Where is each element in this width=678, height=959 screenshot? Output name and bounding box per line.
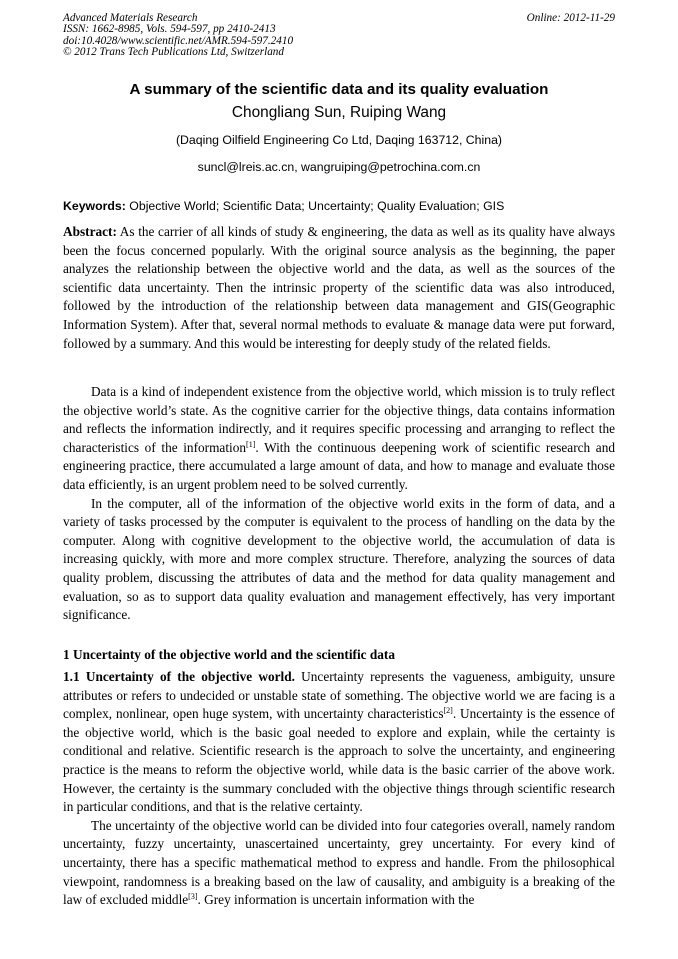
keywords (63, 199, 615, 213)
affiliation: (Daqing Oilfield Engineering Co Ltd, Daqing 163712, China) (175, 133, 503, 147)
section-1-body (63, 668, 615, 910)
journal-header (63, 13, 293, 58)
abstract (63, 223, 615, 353)
journal-name: Advanced Materials Research (63, 12, 198, 24)
intro-paragraph-2: In the computer, all of the information of the objective world exits in the form of data, and a variety of tasks processed by the computer is equivalent to the process of handling on the data by the computer. Along with cognitive development to the objective world, the accumulation of data is increasing quickly, with more and more complex structure. Therefore, analyzing the sources of data quality problem, discussing the attributes of data and the method for data quality management and evaluation, so as to support data quality evaluation and management effectively, has very important significance. (63, 495, 615, 623)
s1-p2-text: The uncertainty of the objective world can be divided into four categories overall, namely random uncertainty, fuzzy uncertainty, unascertained uncertainty, grey uncertainty. For every kind of uncertainty, there has a specific mathematical method to express and handle. From the philosophical viewpoint, randomness is a breaking based on the law of causality, and ambiguity is a breaking of the law of excluded middle (63, 817, 615, 908)
intro-paragraph-1 (63, 383, 615, 495)
subsection-1-1-heading: 1.1 Uncertainty of the objective world. (63, 669, 295, 684)
abstract-text: As the carrier of all kinds of study & engineering, the data as well as its quality have always been the focus concerned popularly. With the original source analysis as the beginning, the paper analyzes the relationship between the objective world and the data, as well as the sources of the scientific data uncertainty. Then the intrinsic property of the scientific data was also introduced, followed by the introduction of the relationship between data management and GIS(Geographic Information System). After that, several normal methods to evaluate & manage data were put forward, followed by a summary. And this would be interesting for deeply study of the related fields. (63, 224, 615, 351)
abstract-label: Abstract: (63, 224, 117, 239)
section-1-1-paragraph-1 (63, 668, 615, 817)
s1-p2-text-cont: . Grey information is uncertain information with the (197, 892, 475, 908)
citation-3: [3] (188, 892, 198, 902)
s1-p1-text-cont: . Uncertainty is the essence of the objective world, which is the basic goal needed to explore and explain, while the certainty is conditional and relative. Scientific research is the approach to solve the uncertainty, and engineering practice is the means to reform the objective world, while data is the basic carrier of the above work. However, the certainty is the summary concluded with the objective things through scientific research in particular conditions, and that is the relative certainty. (63, 706, 615, 815)
authors: Chongliang Sun, Ruiping Wang (231, 104, 447, 121)
keywords-text: Objective World; Scientific Data; Uncertainty; Quality Evaluation; GIS (125, 199, 505, 213)
s1-p1-text: Uncertainty represents the vagueness, ambiguity, unsure attributes or refers to undecided or unstable state of something. The objective world we are facing is a complex, nonlinear, open huge system, with uncertainty characteristics (63, 669, 615, 722)
introduction (63, 383, 615, 625)
citation-1: [1] (246, 439, 256, 449)
keywords-label: Keywords: (63, 199, 126, 213)
paper-title: A summary of the scientific data and its quality evaluation (129, 81, 549, 98)
section-1-heading: 1 Uncertainty of the objective world and the scientific data (63, 647, 396, 662)
copyright-line: © 2012 Trans Tech Publications Ltd, Switzerland (63, 45, 284, 58)
intro-p1-text-cont: . With the continuous deepening work of scientific research and engineering practice, there accumulated a large amount of data, and how to manage and evaluate those data efficiently, is an urgent problem need to be solved currently. (63, 439, 615, 492)
issn-line: ISSN: 1662-8985, Vols. 594-597, pp 2410-2413 (63, 23, 276, 36)
citation-2: [2] (443, 706, 453, 716)
doi-line: doi:10.4028/www.scientific.net/AMR.594-597.2410 (63, 34, 294, 47)
online-date: Online: 2012-11-29 (526, 12, 615, 24)
intro-p1-text: Data is a kind of independent existence from the objective world, which mission is to truly reflect the objective world’s state. As the cognitive carrier for the objective things, data contains information and reflects the information indirectly, and it requires specific processing and arranging to reflect the characteristics of the information (63, 384, 615, 455)
author-emails: suncl@lreis.ac.cn, wangruiping@petrochina.com.cn (197, 160, 481, 174)
section-1-1-paragraph-2 (63, 817, 615, 910)
